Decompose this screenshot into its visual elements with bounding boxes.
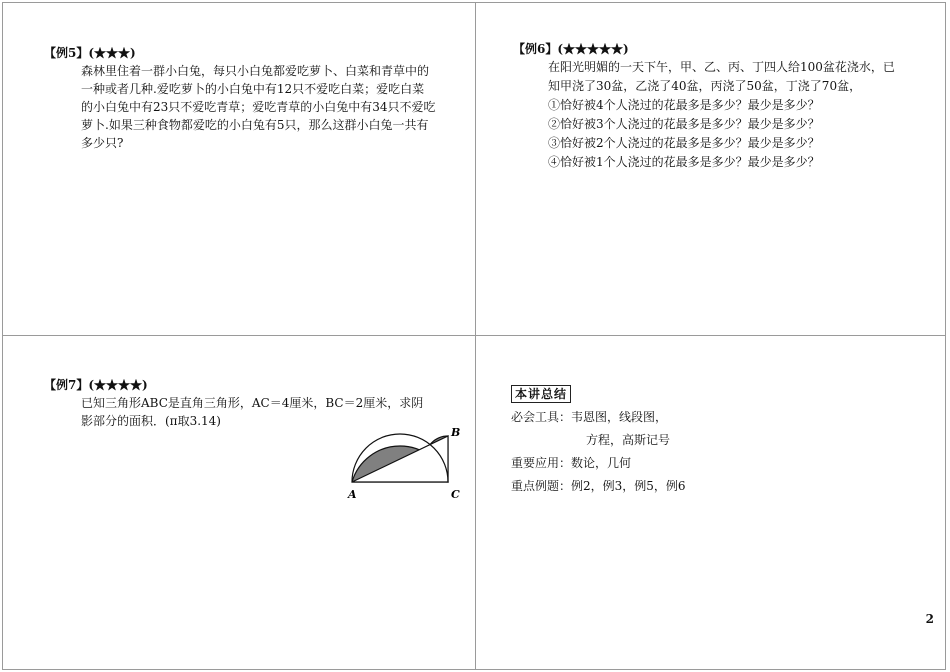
example-7 [44, 376, 464, 430]
example-5-line: 多少只? [81, 136, 124, 150]
example-5-title: 【例5】(★★★) [44, 46, 136, 60]
example-6-question-2: ②恰好被3个人浇过的花最多是多少？最少是多少？ [548, 117, 820, 131]
example-5-line: 萝卜.如果三种食物都爱吃的小白兔有5只，那么这群小白兔一共有 [81, 118, 429, 132]
summary-applications: 重要应用：数论，几何 [511, 456, 632, 470]
example-5 [44, 44, 469, 152]
example-6-line: 在阳光明媚的一天下午，甲、乙、丙、丁四人给100盆花浇水，已 [548, 60, 895, 74]
example-5-line: 一种或者几种.爱吃萝卜的小白兔中有12只不爱吃白菜；爱吃白菜 [81, 82, 425, 96]
example-6-question-4: ④恰好被1个人浇过的花最多是多少？最少是多少？ [548, 155, 820, 169]
example-6-question-3: ③恰好被2个人浇过的花最多是多少？最少是多少？ [548, 136, 820, 150]
example-6-question-1: ①恰好被4个人浇过的花最多是多少？最少是多少？ [548, 98, 820, 112]
example-5-line: 森林里住着一群小白兔，每只小白兔都爱吃萝卜、白菜和青草中的 [81, 64, 430, 78]
example-7-title: 【例7】(★★★★) [44, 378, 148, 392]
example-6 [513, 40, 938, 172]
vertical-divider [475, 2, 476, 670]
example-5-line: 的小白兔中有23只不爱吃青草；爱吃青草的小白兔中有34只不爱吃 [81, 100, 436, 114]
example-7-line: 影部分的面积．(π取3.14) [81, 414, 221, 428]
page-number: 2 [925, 612, 934, 626]
vertex-c-label: C [451, 488, 460, 501]
example-6-title: 【例6】(★★★★★) [513, 42, 629, 56]
example-7-line: 已知三角形ABC是直角三角形，AC＝4厘米，BC＝2厘米，求阴 [81, 396, 424, 410]
summary-key-examples: 重点例题：例2，例3，例5，例6 [511, 479, 686, 493]
summary-tools: 必会工具：韦恩图，线段图， [511, 410, 668, 424]
lesson-summary [511, 385, 811, 495]
vertex-b-label: B [451, 426, 461, 439]
example-6-line: 知甲浇了30盆，乙浇了40盆，丙浇了50盆，丁浇了70盆， [548, 79, 862, 93]
horizontal-divider [2, 335, 946, 336]
triangle-diagram [344, 424, 464, 504]
vertex-a-label: A [348, 488, 357, 501]
summary-heading: 本讲总结 [511, 385, 571, 403]
summary-tools-cont: 方程，高斯记号 [586, 433, 671, 447]
